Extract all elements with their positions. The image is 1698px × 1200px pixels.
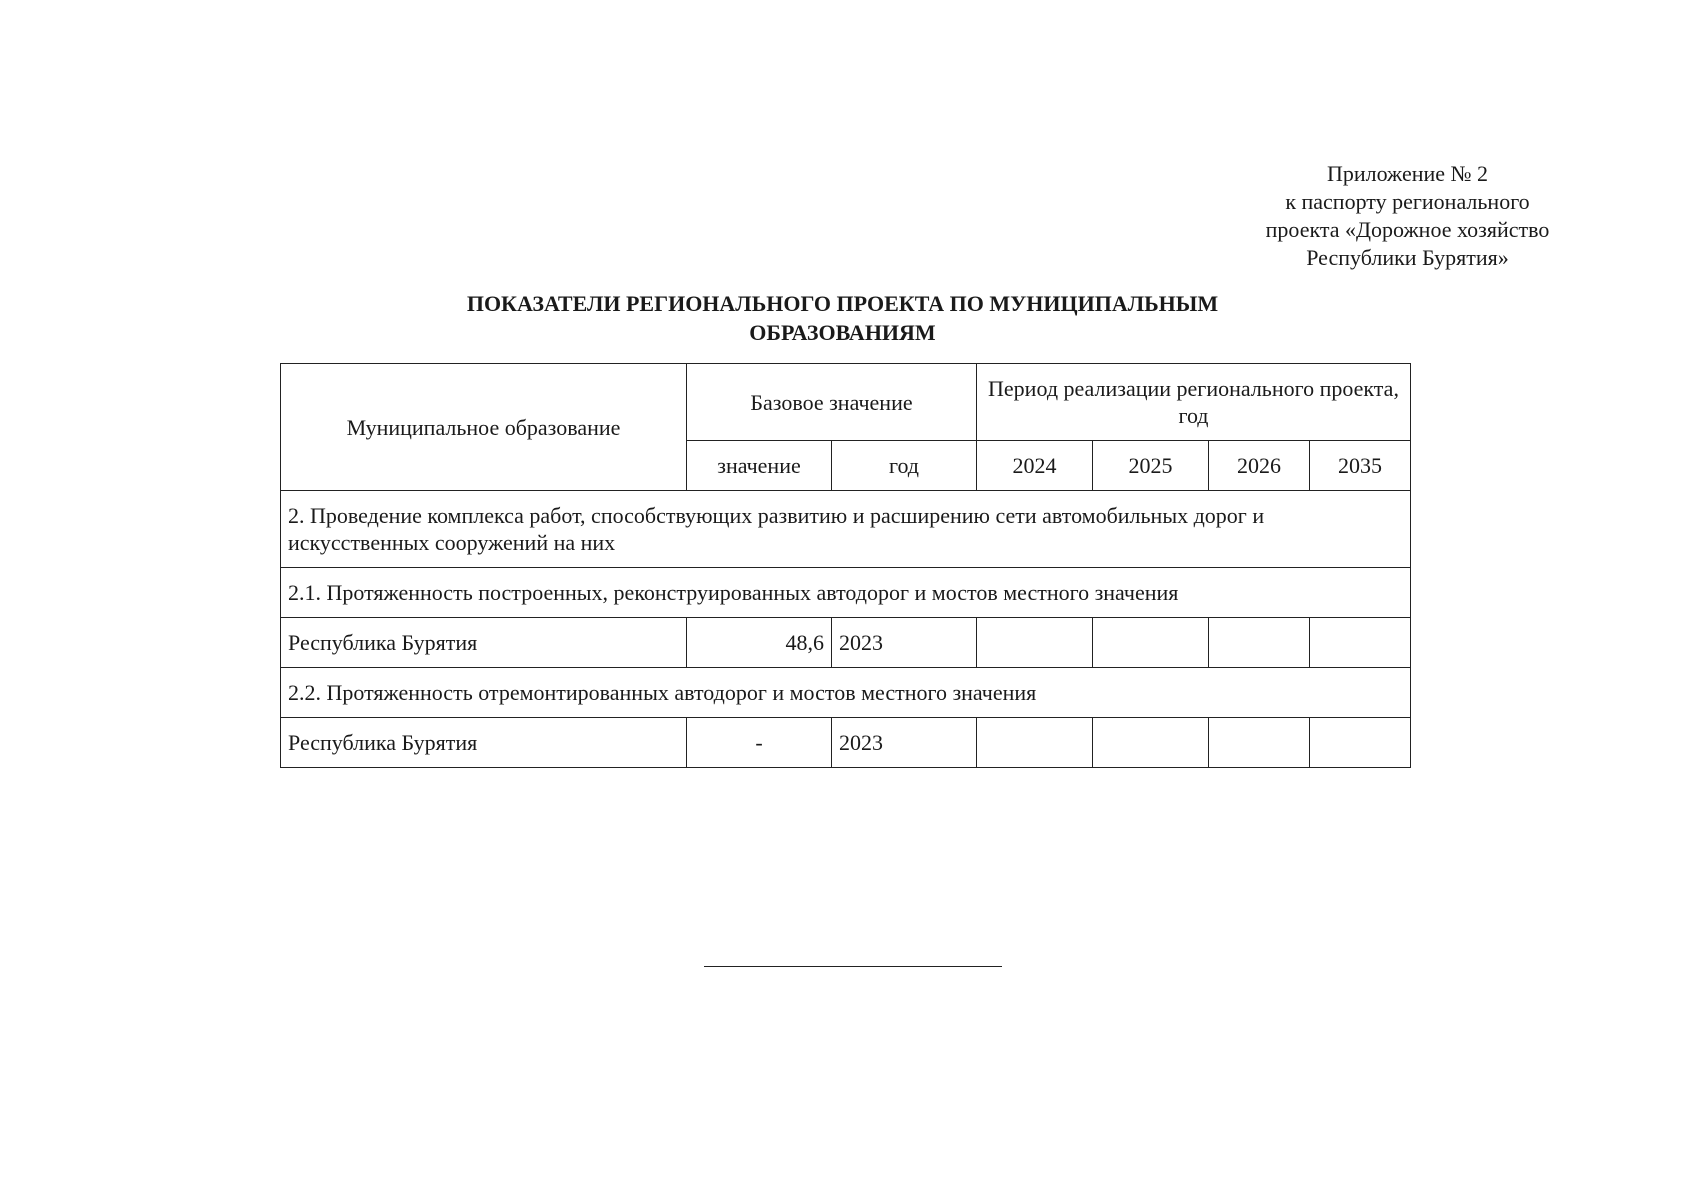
indicators-table <box>280 363 1411 768</box>
section-title: 2. Проведение комплекса работ, способствующих развитию и расширению сети автомобильных дорог и искусственных сооружений на них <box>281 491 1411 568</box>
row-base-value: - <box>687 718 832 768</box>
header-year-2024: 2024 <box>977 441 1093 491</box>
section-row <box>281 491 1411 568</box>
row-base-year: 2023 <box>832 718 977 768</box>
document-title <box>280 289 1405 347</box>
header-year-2026: 2026 <box>1209 441 1310 491</box>
row-value-2035 <box>1310 618 1411 668</box>
title-line-2: ОБРАЗОВАНИЯМ <box>749 320 936 345</box>
header-year-2025: 2025 <box>1093 441 1209 491</box>
group-row <box>281 668 1411 718</box>
appendix-note <box>1230 160 1585 272</box>
row-municipality: Республика Бурятия <box>281 618 687 668</box>
group-row <box>281 568 1411 618</box>
header-value: значение <box>687 441 832 491</box>
title-line-1: ПОКАЗАТЕЛИ РЕГИОНАЛЬНОГО ПРОЕКТА ПО МУНИЦИПАЛЬНЫМ <box>466 291 1219 316</box>
appendix-line: проекта «Дорожное хозяйство <box>1265 217 1550 242</box>
appendix-line: к паспорту регионального <box>1285 189 1530 214</box>
appendix-line: Республики Бурятия» <box>1306 245 1509 270</box>
row-base-year: 2023 <box>832 618 977 668</box>
row-value-2026 <box>1209 618 1310 668</box>
row-value-2026 <box>1209 718 1310 768</box>
group-title: 2.2. Протяженность отремонтированных автодорог и мостов местного значения <box>281 668 1411 718</box>
row-base-value: 48,6 <box>687 618 832 668</box>
row-value-2025 <box>1093 718 1209 768</box>
appendix-line: Приложение № 2 <box>1326 161 1489 186</box>
row-municipality: Республика Бурятия <box>281 718 687 768</box>
header-year-2035: 2035 <box>1310 441 1411 491</box>
row-value-2024 <box>977 618 1093 668</box>
closing-divider <box>704 966 1002 967</box>
header-base-value: Базовое значение <box>687 364 977 441</box>
header-municipality: Муниципальное образование <box>281 364 687 491</box>
row-value-2035 <box>1310 718 1411 768</box>
row-value-2024 <box>977 718 1093 768</box>
table-row <box>281 618 1411 668</box>
header-period: Период реализации регионального проекта, год <box>977 364 1411 441</box>
header-year: год <box>832 441 977 491</box>
row-value-2025 <box>1093 618 1209 668</box>
header-row <box>281 364 1411 441</box>
group-title: 2.1. Протяженность построенных, реконструированных автодорог и мостов местного значения <box>281 568 1411 618</box>
table-row <box>281 718 1411 768</box>
